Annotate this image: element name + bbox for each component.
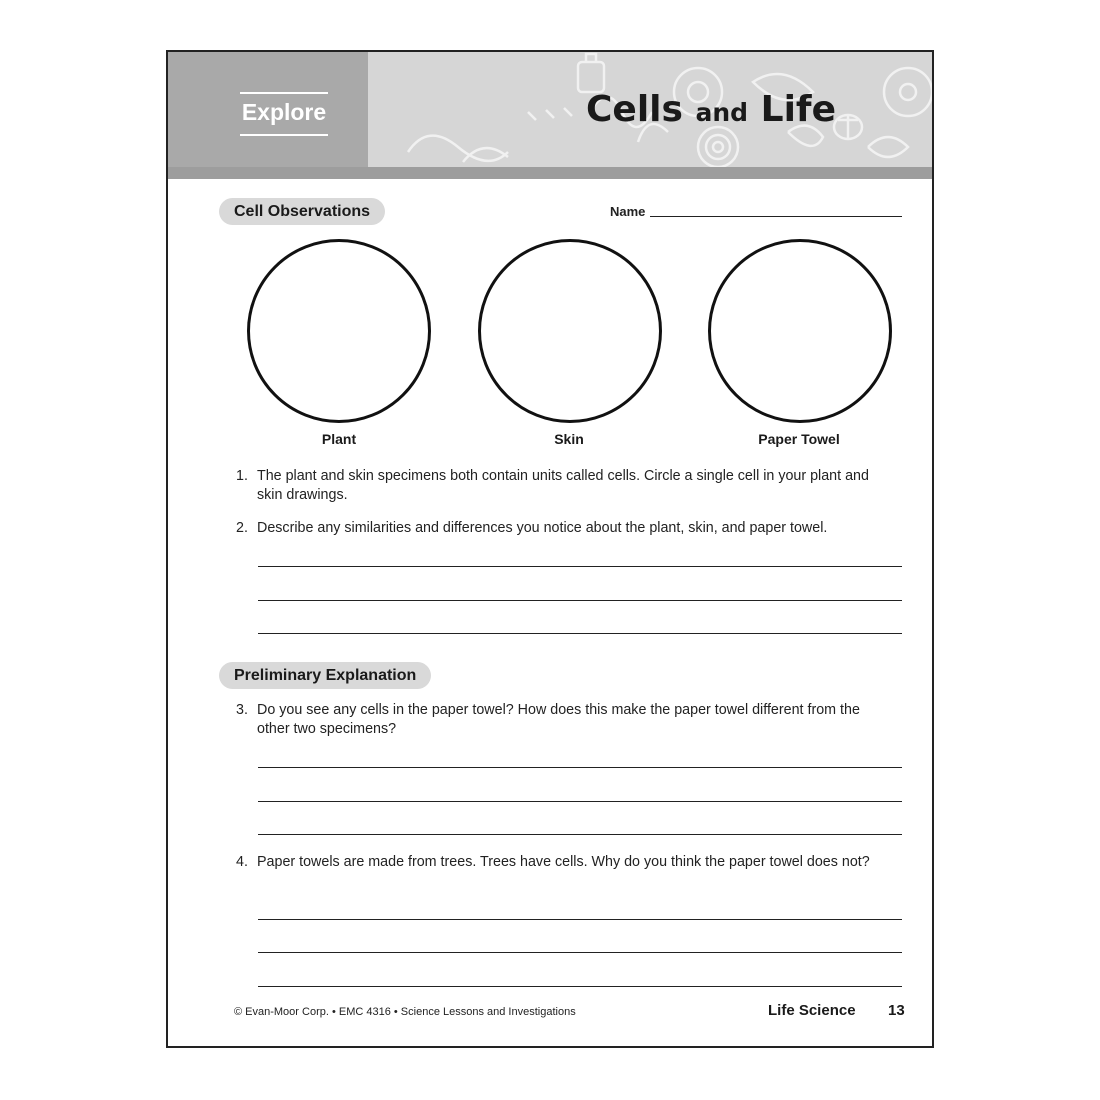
circle-label-plant: Plant: [321, 431, 357, 447]
worksheet-page: [166, 50, 934, 1048]
circle-label-skin: Skin: [554, 431, 584, 447]
drawing-circle-paper-towel: [708, 239, 892, 423]
answer-line[interactable]: [258, 919, 902, 920]
section-label: Explore: [240, 92, 328, 136]
page-number: 13: [888, 1002, 905, 1019]
page-title: [586, 88, 836, 135]
answer-line[interactable]: [258, 952, 902, 953]
name-label: Name: [610, 204, 646, 219]
title-word-and: and: [695, 98, 749, 127]
answer-line[interactable]: [258, 801, 902, 802]
name-line: [650, 216, 902, 217]
question-text: Do you see any cells in the paper towel? How does this make the paper towel different from the other two specimens?: [257, 702, 860, 737]
drawing-circle-skin: [478, 239, 662, 423]
header-title-panel: [368, 52, 932, 167]
question-text: Paper towels are made from trees. Trees have cells. Why do you think the paper towel does not?: [257, 854, 870, 870]
question-3: [236, 701, 876, 738]
header-divider: [168, 167, 932, 179]
question-4: [236, 853, 876, 872]
title-word-life: Life: [760, 89, 836, 130]
page-header: [168, 52, 932, 179]
question-text: The plant and skin specimens both contain units called cells. Circle a single cell in your plant and skin drawings.: [257, 468, 869, 503]
answer-line[interactable]: [258, 834, 902, 835]
circle-label-paper-towel: Paper Towel: [758, 431, 840, 447]
section-heading-cell-observations: Cell Observations: [219, 198, 385, 225]
answer-line[interactable]: [258, 986, 902, 987]
footer-copyright: © Evan-Moor Corp. • EMC 4316 • Science Lessons and Investigations: [234, 1006, 576, 1018]
question-number: 2.: [236, 520, 248, 536]
question-number: 1.: [236, 468, 248, 484]
question-1: [236, 467, 876, 504]
header-label-panel: [168, 52, 368, 167]
question-number: 3.: [236, 702, 248, 718]
section-heading-preliminary-explanation: Preliminary Explanation: [219, 662, 431, 689]
answer-line[interactable]: [258, 767, 902, 768]
answer-line[interactable]: [258, 633, 902, 634]
answer-line[interactable]: [258, 600, 902, 601]
answer-line[interactable]: [258, 566, 902, 567]
footer-subject: Life Science: [768, 1002, 856, 1019]
question-number: 4.: [236, 854, 248, 870]
question-text: Describe any similarities and differences you notice about the plant, skin, and paper towel.: [257, 520, 828, 536]
title-word-cells: Cells: [586, 89, 683, 130]
drawing-circle-plant: [247, 239, 431, 423]
question-2: [236, 519, 876, 538]
